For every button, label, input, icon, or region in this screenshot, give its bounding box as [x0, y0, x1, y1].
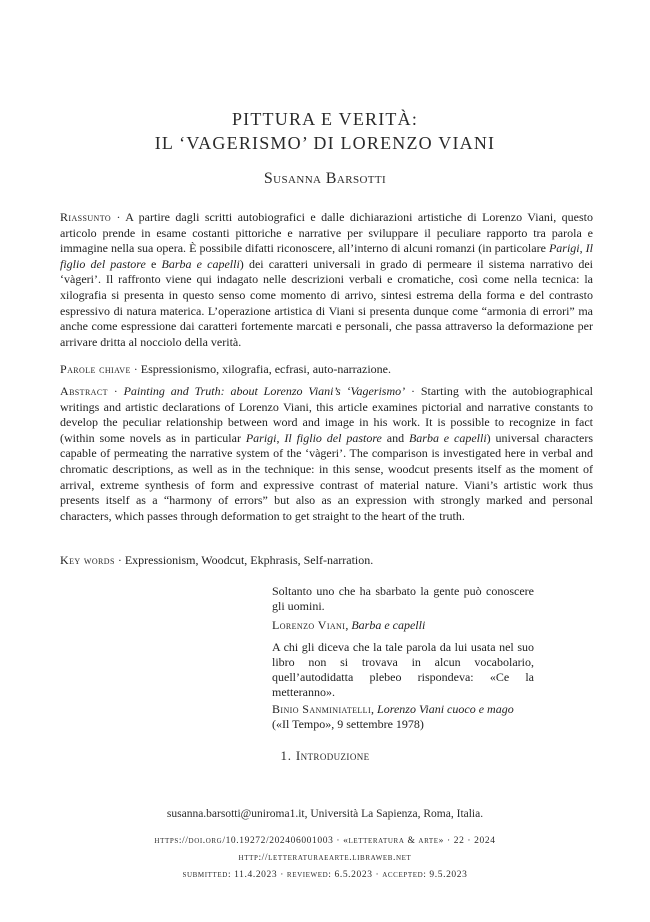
article-title-line-1: PITTURA E VERITÀ: — [231, 109, 419, 129]
abstract-work-1: Parigi — [245, 430, 277, 445]
epigraph-2-source — [272, 702, 534, 732]
parole-chiave-separator: · — [130, 362, 141, 376]
author-contact: susanna.barsotti@uniroma1.it, Università La Sapienza, Roma, Italia. — [166, 808, 484, 820]
parole-chiave — [60, 362, 593, 378]
epigraph-1-separator: , — [345, 618, 352, 632]
epigraph-1-author: Lorenzo Viani — [272, 618, 346, 632]
abstract-comma: , — [276, 430, 285, 445]
abstract-work-2: Il figlio del pastore — [284, 430, 382, 445]
section-title: Introduzione — [295, 748, 370, 763]
abstract-separator: · — [107, 384, 124, 398]
epigraph-2-quote: A chi gli diceva che la tale parola da lui usata nel suo libro non si trovava in alcun vocabolario, quell’autodidatta plebeo rispondeva: «Ce la metteranno». — [272, 640, 534, 699]
section-number: 1. — [280, 748, 292, 763]
riassunto-comma: , — [579, 241, 586, 256]
epigraph-2-publication: («Il Tempo», 9 settembre 1978) — [272, 717, 424, 731]
riassunto-work-1: Parigi — [548, 241, 580, 256]
epigraph-2-work: Lorenzo Viani cuoco e mago — [377, 702, 514, 716]
author-name: Susanna Barsotti — [263, 170, 387, 187]
abstract-label: Abstract — [60, 384, 108, 398]
parole-chiave-text: Espressionismo, xilografia, ecfrasi, auto-narrazione. — [140, 362, 391, 376]
riassunto-work-3: Barba e capelli — [161, 256, 240, 271]
abstract-conjunction: and — [381, 430, 409, 445]
epigraph-1-work: Barba e capelli — [351, 618, 426, 632]
epigraph-1-source — [272, 618, 534, 633]
abstract-text-a: Starting with the autobiographical writings and artistic declarations of Lorenzo Viani, this article examines pictorial and narrative constants to develop the peculiar relationship between word and image in his work. It is possible to recognize in fact (within some novels as in particular — [60, 384, 593, 445]
review-dates: submitted: 11.4.2023 · reviewed: 6.5.2023 · accepted: 9.5.2023 — [182, 870, 468, 880]
riassunto-text-b: ) dei caratteri universali in grado di permeare il sistema narrativo dei ‘vàgeri’. Il raffronto viene qui indagato nelle descrizioni verbali e cromatiche, così come nella tecnica: la xilografia si presenta in questo senso come momento di arrivo, sintesi estrema della forma e del contrasto espressivo di natura materica. L’operazione artistica di Viani si presenta dunque come “armonia di errori” ma anche come espressione dai caratteri fortemente marcati e personali, che passa attraverso la deformazione per arrivare dritta al nocciolo della verità. — [60, 256, 593, 349]
riassunto-work-2: Il figlio del pastore — [60, 241, 593, 271]
epigraph-1-quote: Soltanto uno che ha sbarbato la gente può conoscere gli uomini. — [272, 584, 534, 613]
riassunto-paragraph — [60, 210, 593, 358]
key-words-separator: · — [114, 553, 125, 567]
doi-link[interactable]: https://doi.org/10.19272/202406001003 · «letteratura & arte» · 22 · 2024 — [154, 836, 496, 846]
parole-chiave-label: Parole chiave — [60, 362, 131, 376]
abstract-paragraph — [60, 384, 593, 550]
riassunto-conjunction: e — [145, 256, 162, 271]
epigraph-2-author: Binio Sanminiatelli — [272, 702, 372, 716]
riassunto-text-a: A partire dagli scritti autobiografici e dalle dichiarazioni artistiche di Lorenzo Viani, questo articolo prende in esame costanti pittoriche e narrative per sviluppare il peculiare rapporto tra parola e immagine nella sua opera. È possibile difatti riconoscere, all’interno di alcuni romanzi (in particolare — [60, 210, 593, 256]
abstract-title: Painting and Truth: about Lorenzo Viani’s ‘Vagerismo’ — [123, 384, 406, 398]
riassunto-separator: · — [111, 210, 126, 224]
abstract-work-3: Barba e capelli — [408, 430, 487, 445]
abstract-text-b: ) universal characters capable of permeating the narrative system of the ‘vàgeri’. The comparison is investigated here in verbal and chromatic descriptions, as well as in the technique: in this sense, woodcut presents itself as the moment of arrival, extreme synthesis of form and expressive contrast of material nature. Viani’s artistic work thus presents itself as a “harmony of errors” but also as an expression with strongly marked and personal characters, which passes through deformation to get straight to the heart of the truth. — [60, 430, 593, 523]
riassunto-label: Riassunto — [60, 210, 112, 224]
epigraph-2-separator: , — [371, 702, 378, 716]
abstract-separator-2: · — [405, 384, 421, 398]
journal-url-link[interactable]: http://letteraturaearte.libraweb.net — [238, 853, 412, 863]
key-words-label: Key words — [60, 553, 115, 567]
section-heading — [0, 748, 650, 764]
article-title-line-2: IL ‘VAGERISMO’ DI LORENZO VIANI — [154, 133, 496, 153]
key-words — [60, 553, 593, 569]
key-words-text: Expressionism, Woodcut, Ekphrasis, Self-narration. — [124, 553, 374, 567]
